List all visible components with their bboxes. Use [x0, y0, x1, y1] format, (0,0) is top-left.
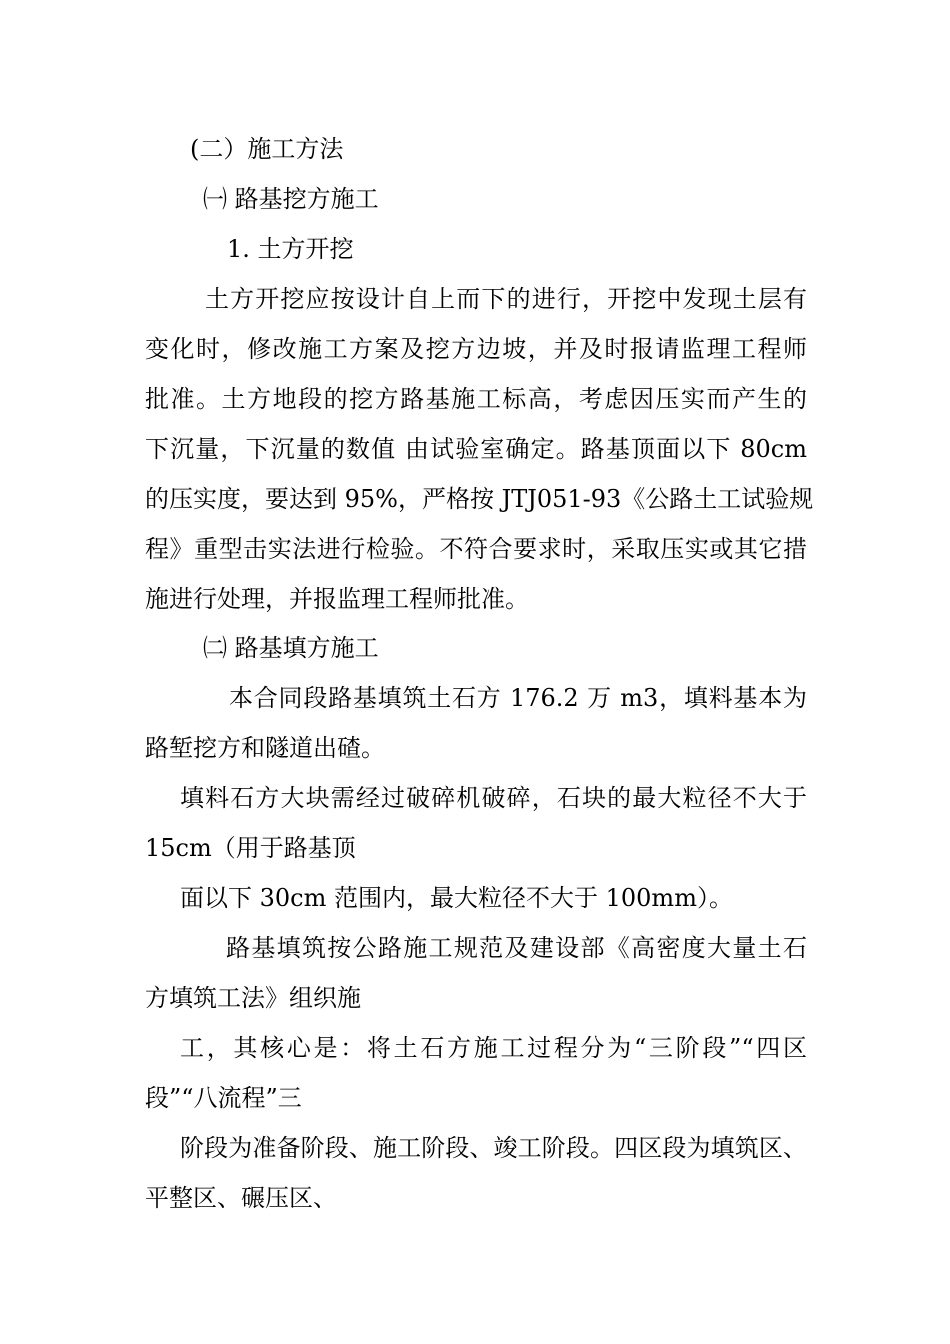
item-heading-earth-excavation: 1. 土方开挖 [227, 235, 354, 263]
paragraph-line: 程》重型击实法进行检验。不符合要求时，采取压实或其它措 [145, 535, 807, 563]
subsection-heading-fill: ㈡ 路基填方施工 [203, 634, 379, 662]
paragraph-line: 填料石方大块需经过破碎机破碎，石块的最大粒径不大于 [180, 784, 807, 812]
paragraph-line: 本合同段路基填筑土石方 176.2 万 m3，填料基本为 [229, 684, 807, 712]
paragraph-line: 15cm（用于路基顶 [145, 834, 356, 862]
paragraph-line: 阶段为准备阶段、施工阶段、竣工阶段。四区段为填筑区、 [180, 1134, 807, 1162]
paragraph-line: 的压实度，要达到 95%，严格按 JTJ051-93《公路土工试验规 [145, 485, 814, 513]
paragraph-line: 路基填筑按公路施工规范及建设部《高密度大量土石 [226, 934, 807, 962]
paragraph-line: 土方开挖应按设计自上而下的进行，开挖中发现土层有 [205, 285, 807, 313]
paragraph-line: 工，其核心是：将土石方施工过程分为“三阶段”“四区 [180, 1034, 807, 1062]
paragraph-line: 下沉量，下沉量的数值 由试验室确定。路基顶面以下 80cm [145, 435, 807, 463]
paragraph-line: 路堑挖方和隧道出碴。 [145, 734, 385, 762]
paragraph-line: 变化时，修改施工方案及挖方边坡，并及时报请监理工程师 [145, 335, 807, 363]
paragraph-line: 方填筑工法》组织施 [145, 984, 361, 1012]
paragraph-line: 平整区、碾压区、 [145, 1184, 337, 1212]
paragraph-line: 施进行处理，并报监理工程师批准。 [145, 585, 529, 613]
paragraph-line: 面以下 30cm 范围内，最大粒径不大于 100mm）。 [180, 884, 733, 912]
paragraph-line: 段”“八流程”三 [145, 1084, 302, 1112]
paragraph-line: 批准。土方地段的挖方路基施工标高，考虑因压实而产生的 [145, 385, 807, 413]
subsection-heading-excavation: ㈠ 路基挖方施工 [203, 185, 379, 213]
section-heading: (二）施工方法 [190, 135, 344, 163]
